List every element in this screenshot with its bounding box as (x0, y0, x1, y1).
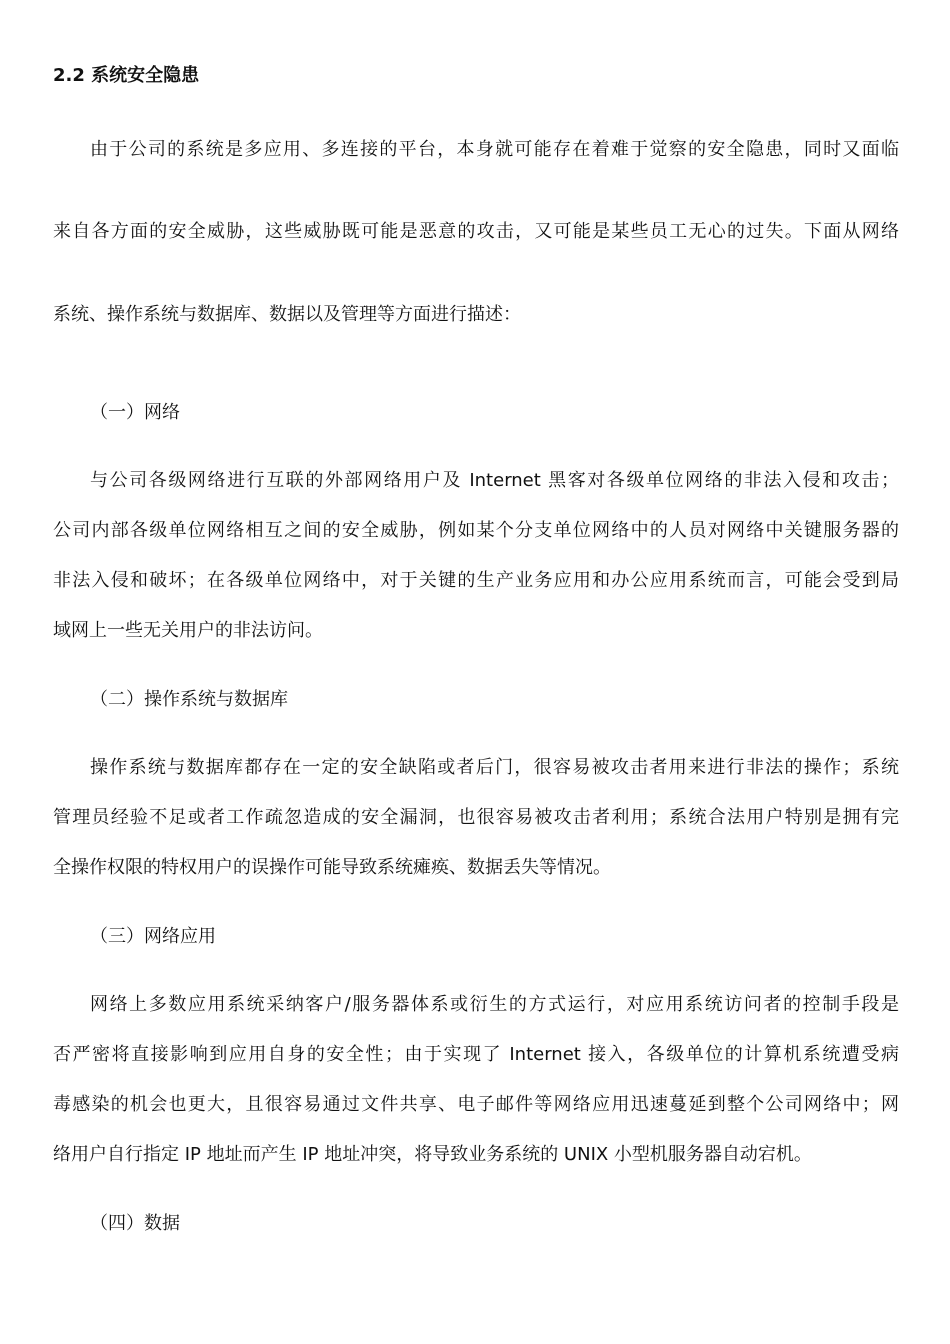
network-line-1: 与公司各级网络进行互联的外部网络用户及 Internet 黑客对各级单位网络的非法入侵和攻击； (90, 470, 899, 491)
intro-line-2: 来自各方面的安全威胁，这些威胁既可能是恶意的攻击，又可能是某些员工无心的过失。下面从网络 (53, 221, 899, 242)
os-database-line-1: 操作系统与数据库都存在一定的安全缺陷或者后门，很容易被攻击者用来进行非法的操作；系统 (90, 757, 899, 778)
section-heading: 2.2 系统安全隐患 (53, 65, 200, 86)
section-title-os-database: （二）操作系统与数据库 (90, 689, 288, 710)
os-database-line-2: 管理员经验不足或者工作疏忽造成的安全漏洞，也很容易被攻击者利用；系统合法用户特别是拥有完 (53, 807, 899, 828)
network-apps-line-1: 网络上多数应用系统采纳客户/服务器体系或衍生的方式运行，对应用系统访问者的控制手段是 (90, 994, 899, 1015)
network-line-2: 公司内部各级单位网络相互之间的安全威胁，例如某个分支单位网络中的人员对网络中关键服务器的 (53, 520, 899, 541)
intro-line-1: 由于公司的系统是多应用、多连接的平台，本身就可能存在着难于觉察的安全隐患，同时又面临 (90, 139, 899, 160)
network-line-3: 非法入侵和破坏；在各级单位网络中，对于关键的生产业务应用和办公应用系统而言，可能会受到局 (53, 570, 899, 591)
network-apps-line-2: 否严密将直接影响到应用自身的安全性；由于实现了 Internet 接入，各级单位的计算机系统遭受病 (53, 1044, 899, 1065)
section-title-data: （四）数据 (90, 1213, 180, 1234)
section-title-network-apps: （三）网络应用 (90, 926, 216, 947)
intro-line-3: 系统、操作系统与数据库、数据以及管理等方面进行描述： (53, 304, 521, 325)
network-line-4: 域网上一些无关用户的非法访问。 (53, 620, 323, 641)
section-title-network: （一）网络 (90, 402, 180, 423)
network-apps-line-3: 毒感染的机会也更大，且很容易通过文件共享、电子邮件等网络应用迅速蔓延到整个公司网络中；网 (53, 1094, 899, 1115)
os-database-line-3: 全操作权限的特权用户的误操作可能导致系统瘫痪、数据丢失等情况。 (53, 857, 611, 878)
network-apps-line-4: 络用户自行指定 IP 地址而产生 IP 地址冲突，将导致业务系统的 UNIX 小型机服务器自动宕机。 (53, 1144, 812, 1165)
